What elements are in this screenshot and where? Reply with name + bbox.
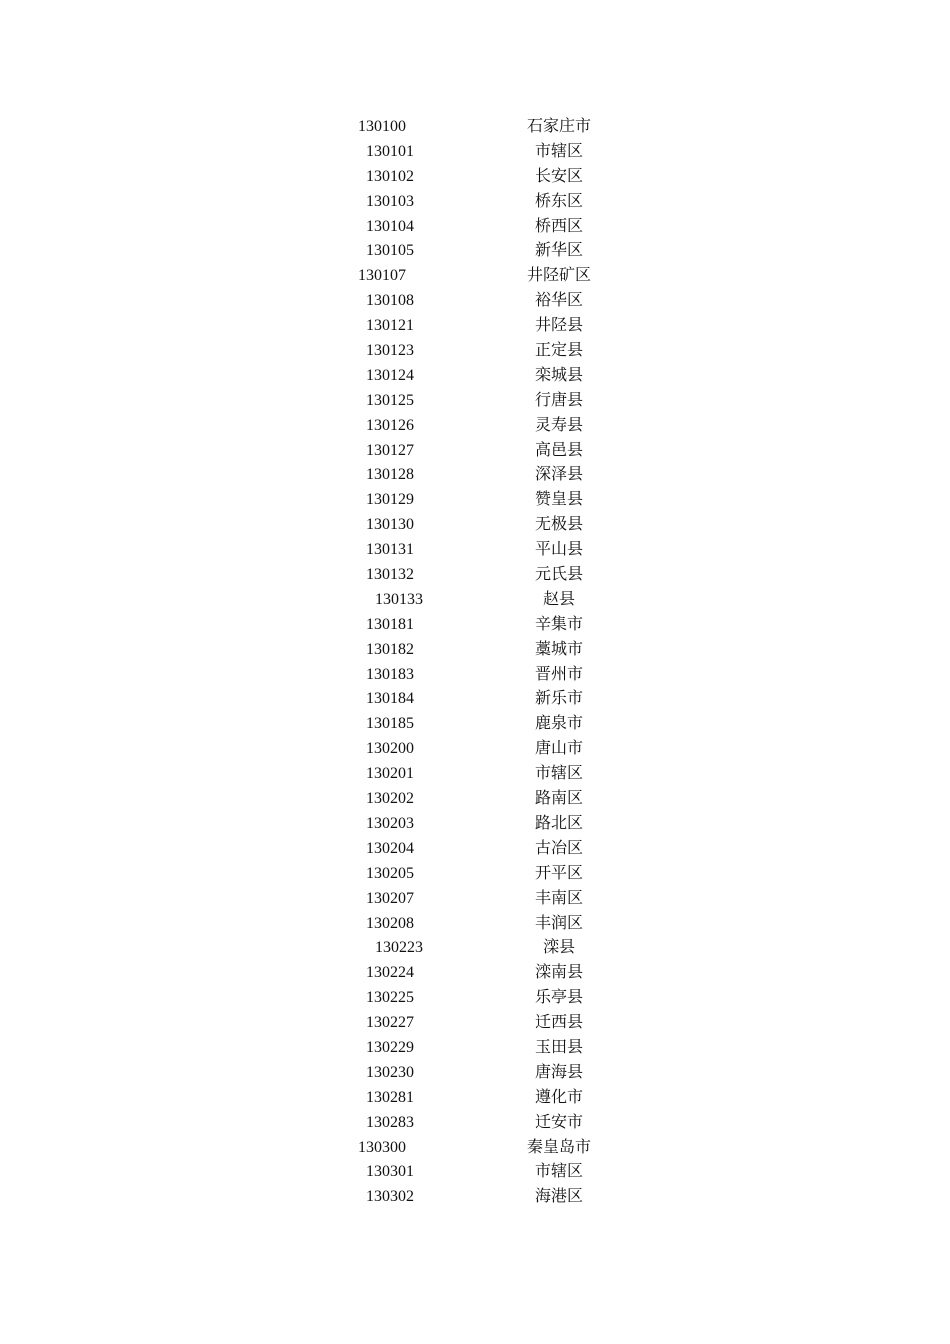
division-name: 古冶区 <box>534 839 584 857</box>
division-code: 130302 <box>366 1188 414 1206</box>
division-code: 130100 <box>358 118 406 135</box>
list-item <box>0 638 950 663</box>
division-name: 滦南县 <box>534 964 584 982</box>
list-item <box>0 1111 950 1136</box>
division-code: 130203 <box>366 814 414 832</box>
division-name: 市辖区 <box>534 1163 584 1181</box>
division-name: 桥东区 <box>534 192 584 210</box>
division-code: 130205 <box>366 864 414 882</box>
list-item <box>0 364 950 389</box>
division-code: 130207 <box>366 889 414 907</box>
division-code: 130227 <box>366 1014 414 1032</box>
list-item <box>0 239 950 264</box>
list-item <box>0 812 950 837</box>
list-item <box>0 712 950 737</box>
division-name: 石家庄市 <box>526 118 592 135</box>
division-code: 130184 <box>366 690 414 708</box>
list-item <box>0 1185 950 1210</box>
division-name: 栾城县 <box>534 366 584 384</box>
list-item <box>0 165 950 190</box>
division-code: 130126 <box>366 416 414 434</box>
division-name: 正定县 <box>534 342 584 360</box>
division-code: 130301 <box>366 1163 414 1181</box>
division-code: 130121 <box>366 317 414 335</box>
list-item <box>0 1136 950 1161</box>
division-code: 130105 <box>366 242 414 260</box>
division-code: 130181 <box>366 615 414 633</box>
list-item <box>0 961 950 986</box>
division-name: 丰南区 <box>534 889 584 907</box>
division-name: 裕华区 <box>534 292 584 310</box>
division-code: 130283 <box>366 1113 414 1131</box>
division-name: 丰润区 <box>534 914 584 932</box>
list-item <box>0 488 950 513</box>
division-name: 路南区 <box>534 790 584 808</box>
division-code: 130225 <box>366 989 414 1007</box>
division-name: 平山县 <box>534 541 584 559</box>
division-code-list <box>0 115 950 1210</box>
division-code: 130129 <box>366 491 414 509</box>
division-name: 滦县 <box>542 939 576 957</box>
division-code: 130128 <box>366 466 414 484</box>
division-code: 130104 <box>366 217 414 235</box>
list-item <box>0 115 950 140</box>
division-name: 海港区 <box>534 1188 584 1206</box>
division-name: 迁安市 <box>534 1113 584 1131</box>
division-name: 秦皇岛市 <box>526 1138 592 1156</box>
division-code: 130224 <box>366 964 414 982</box>
division-code: 130182 <box>366 640 414 658</box>
division-code: 130204 <box>366 839 414 857</box>
division-code: 130185 <box>366 715 414 733</box>
list-item <box>0 862 950 887</box>
division-code: 130200 <box>366 740 414 758</box>
list-item <box>0 1011 950 1036</box>
division-name: 唐山市 <box>534 740 584 758</box>
division-code: 130102 <box>366 167 414 185</box>
division-code: 130300 <box>358 1138 406 1156</box>
division-code: 130127 <box>366 441 414 459</box>
list-item <box>0 314 950 339</box>
division-code: 130133 <box>375 590 423 608</box>
list-item <box>0 140 950 165</box>
list-item <box>0 936 950 961</box>
list-item <box>0 1061 950 1086</box>
list-item <box>0 414 950 439</box>
division-name: 开平区 <box>534 864 584 882</box>
division-name: 桥西区 <box>534 217 584 235</box>
division-name: 市辖区 <box>534 765 584 783</box>
division-name: 路北区 <box>534 814 584 832</box>
list-item <box>0 837 950 862</box>
division-name: 井陉县 <box>534 317 584 335</box>
list-item <box>0 1036 950 1061</box>
list-item <box>0 190 950 215</box>
list-item <box>0 289 950 314</box>
division-code: 130108 <box>366 292 414 310</box>
division-name: 无极县 <box>534 516 584 534</box>
division-code: 130202 <box>366 790 414 808</box>
list-item <box>0 762 950 787</box>
division-code: 130281 <box>366 1088 414 1106</box>
division-name: 新乐市 <box>534 690 584 708</box>
list-item <box>0 513 950 538</box>
list-item <box>0 787 950 812</box>
division-name: 玉田县 <box>534 1038 584 1056</box>
list-item <box>0 1160 950 1185</box>
list-item <box>0 339 950 364</box>
division-name: 灵寿县 <box>534 416 584 434</box>
division-name: 鹿泉市 <box>534 715 584 733</box>
division-code: 130131 <box>366 541 414 559</box>
list-item <box>0 613 950 638</box>
division-name: 藁城市 <box>534 640 584 658</box>
division-code: 130229 <box>366 1038 414 1056</box>
list-item <box>0 389 950 414</box>
list-item <box>0 687 950 712</box>
division-name: 长安区 <box>534 167 584 185</box>
list-item <box>0 1086 950 1111</box>
division-code: 130124 <box>366 366 414 384</box>
list-item <box>0 264 950 289</box>
division-code: 130125 <box>366 391 414 409</box>
list-item <box>0 737 950 762</box>
division-name: 新华区 <box>534 242 584 260</box>
division-code: 130107 <box>358 267 406 285</box>
list-item <box>0 563 950 588</box>
division-code: 130123 <box>366 342 414 360</box>
list-item <box>0 986 950 1011</box>
division-code: 130101 <box>366 142 414 160</box>
list-item <box>0 588 950 613</box>
division-name: 辛集市 <box>534 615 584 633</box>
division-name: 赞皇县 <box>534 491 584 509</box>
division-name: 行唐县 <box>534 391 584 409</box>
list-item <box>0 463 950 488</box>
division-name: 赵县 <box>542 590 576 608</box>
list-item <box>0 887 950 912</box>
division-name: 井陉矿区 <box>526 267 592 285</box>
division-name: 元氏县 <box>534 566 584 584</box>
division-code: 130132 <box>366 566 414 584</box>
list-item <box>0 439 950 464</box>
division-name: 晋州市 <box>534 665 584 683</box>
division-code: 130103 <box>366 192 414 210</box>
list-item <box>0 215 950 240</box>
division-code: 130223 <box>375 939 423 957</box>
list-item <box>0 538 950 563</box>
division-code: 130183 <box>366 665 414 683</box>
division-name: 遵化市 <box>534 1088 584 1106</box>
division-name: 高邑县 <box>534 441 584 459</box>
division-name: 乐亭县 <box>534 989 584 1007</box>
division-name: 深泽县 <box>534 466 584 484</box>
division-code: 130201 <box>366 765 414 783</box>
division-name: 唐海县 <box>534 1063 584 1081</box>
division-code: 130130 <box>366 516 414 534</box>
division-code: 130230 <box>366 1063 414 1081</box>
division-name: 市辖区 <box>534 142 584 160</box>
list-item <box>0 663 950 688</box>
list-item <box>0 912 950 937</box>
division-code: 130208 <box>366 914 414 932</box>
division-name: 迁西县 <box>534 1014 584 1032</box>
